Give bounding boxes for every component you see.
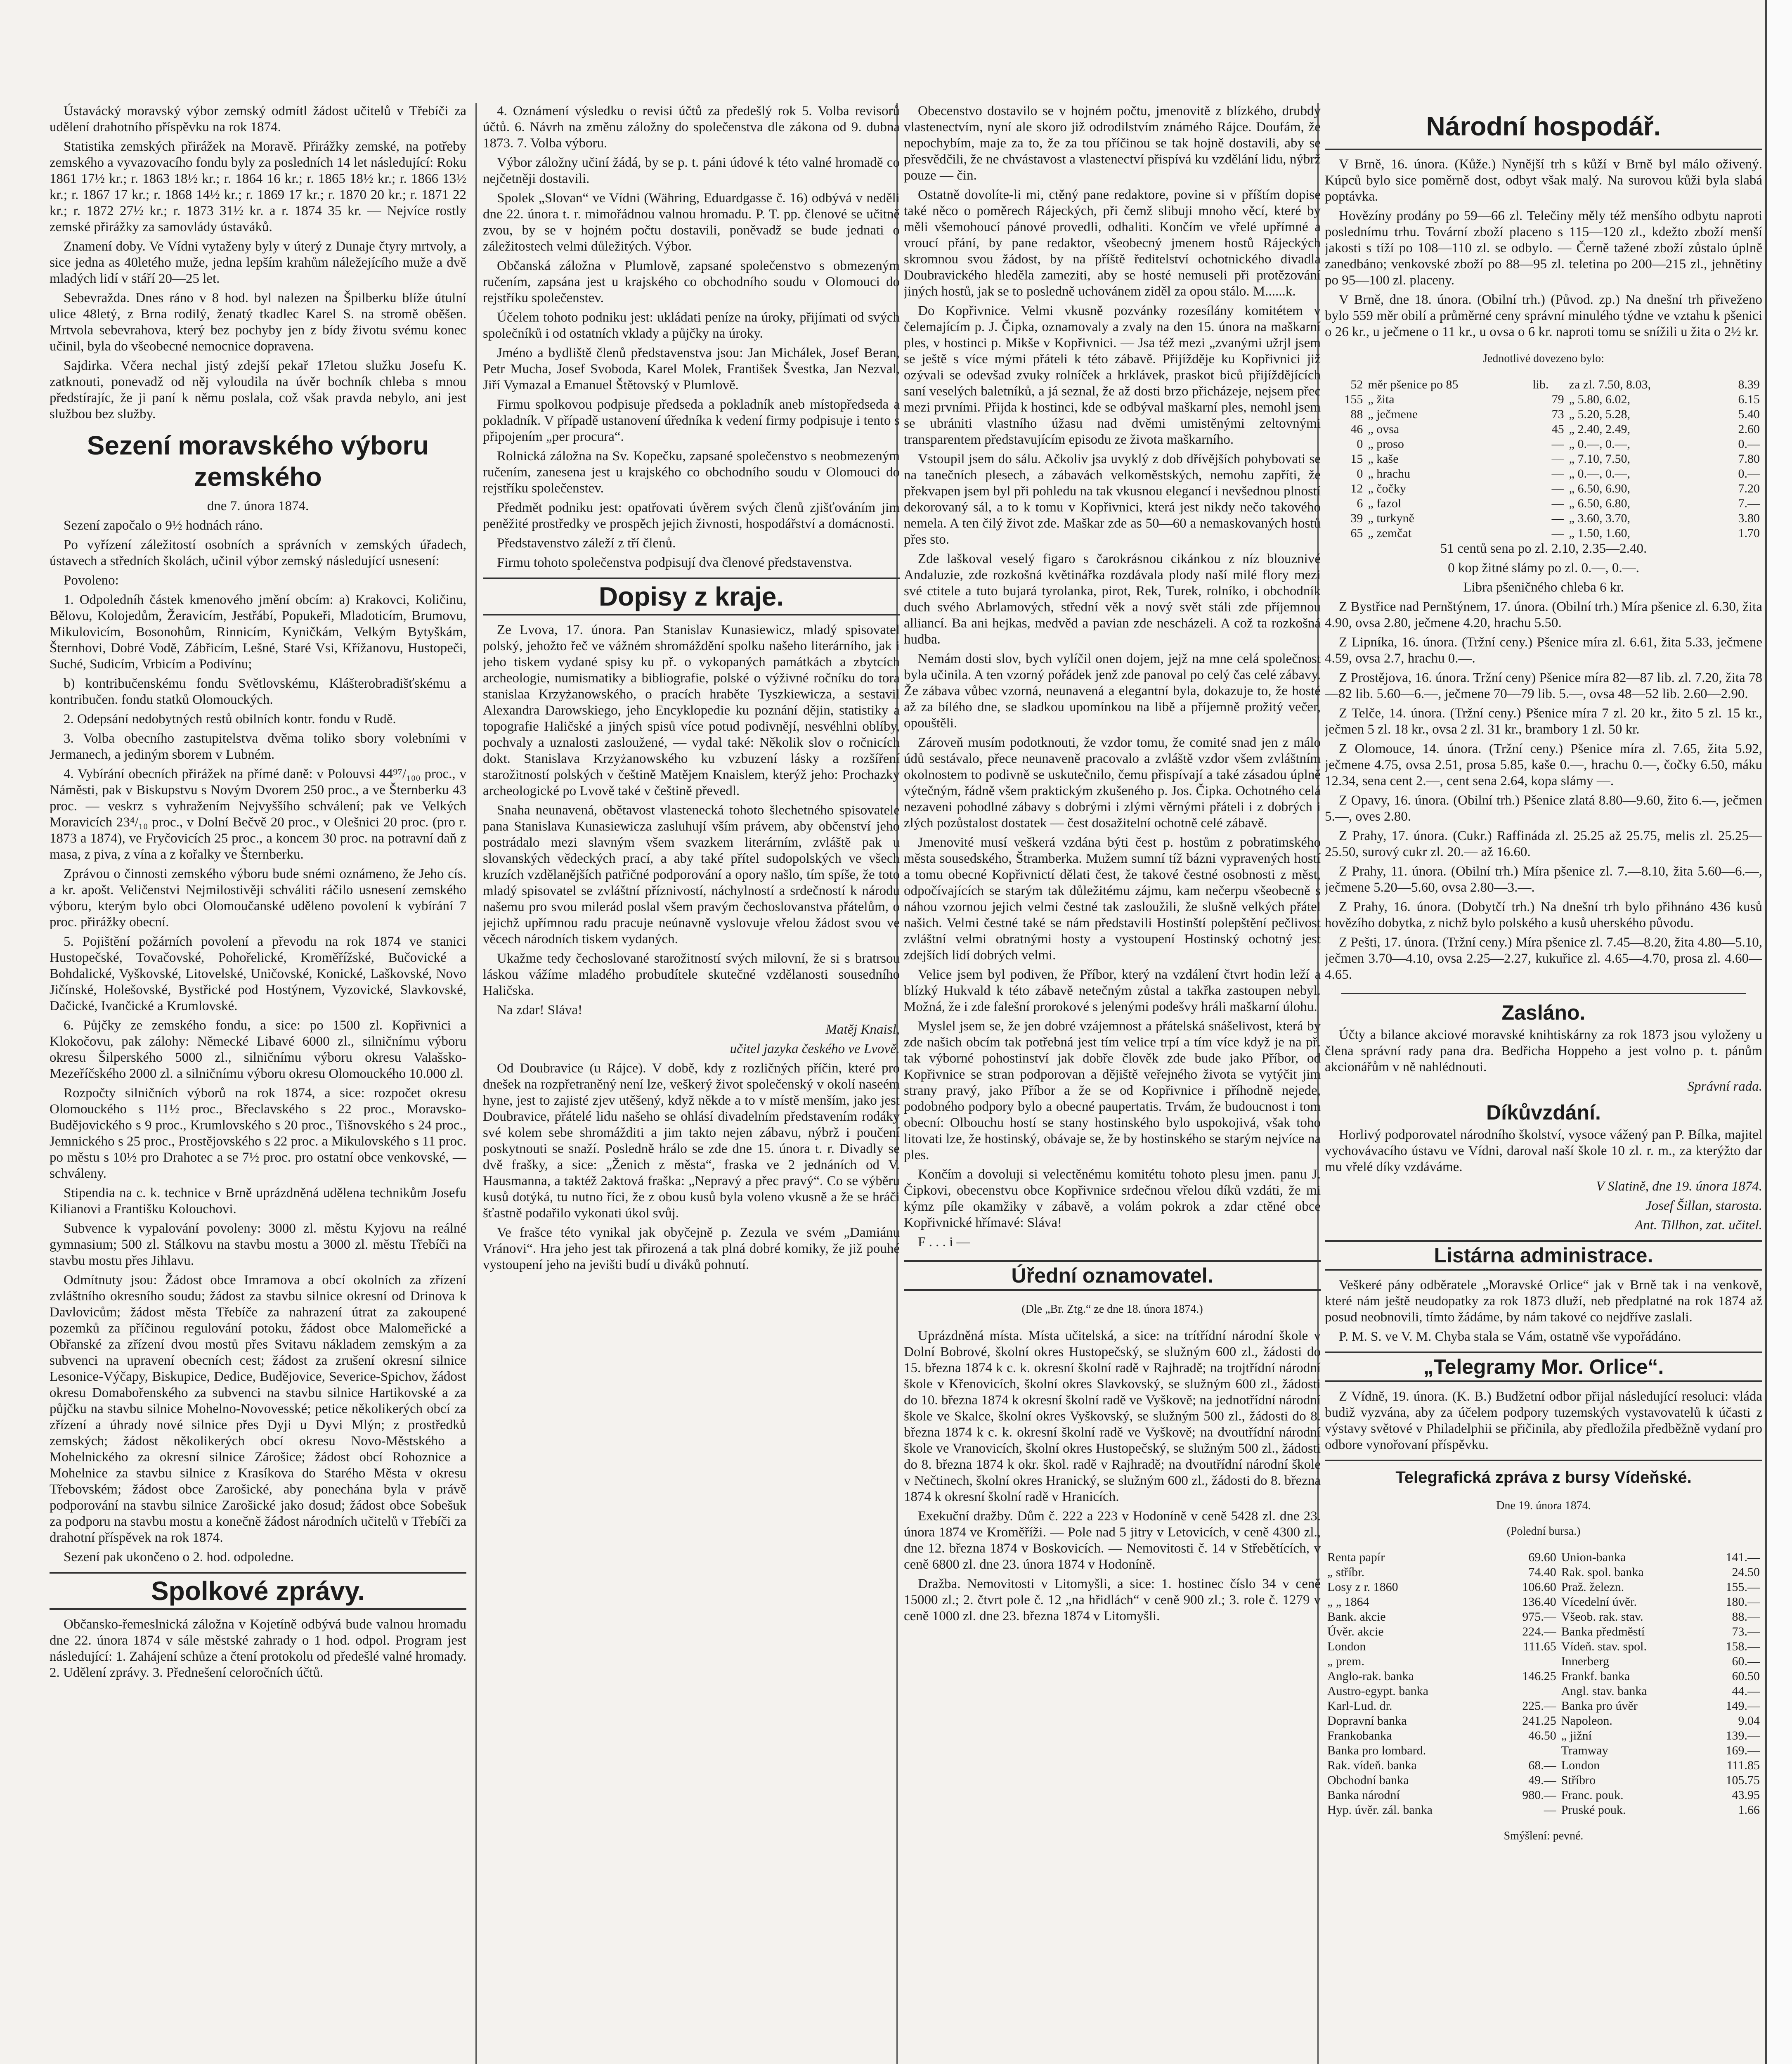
table-cell: Banka národní [1327, 1788, 1400, 1802]
table-cell: Obchodní banka [1327, 1773, 1409, 1787]
bursa-row [1325, 1788, 1762, 1803]
diky-heading: Díkůvzdání. [1486, 1101, 1601, 1124]
table-cell: London [1561, 1759, 1600, 1772]
table-cell [1498, 1743, 1559, 1758]
divider [1325, 1460, 1762, 1461]
table-cell: 15 [1350, 452, 1363, 466]
grain-row [1325, 422, 1762, 437]
table-cell: „ turkyně [1368, 511, 1414, 525]
table-cell: 68.— [1528, 1759, 1556, 1772]
article-paragraph: Dražba. Nemovitosti v Litomyšli, a sice: 1. hostinec číslo 34 v ceně 15000 zl.; 2. čtvrt pole č. 12 „na hřidlách“ v ceně 900 zl.; 3. role č. 1279 v ceně 1000 zl. dne 23. března 1874 v Litomyšli. [904, 1576, 1321, 1624]
table-cell: 106.60 [1522, 1580, 1556, 1594]
club-news [483, 103, 900, 571]
table-cell [1498, 1654, 1559, 1669]
telegramy-body [1325, 1389, 1762, 1453]
article-paragraph: P. M. S. ve V. M. Chyba stala se Vám, ostatně vše vypořádáno. [1339, 1329, 1681, 1344]
zaslano-signature: Správní rada. [1687, 1079, 1762, 1094]
article-paragraph: Hovězíny prodány po 59—66 zl. Telečiny měly též menšího odbytu naproti poslednímu trhu. Tovární zboží placeno s 115—120 zl., kdežto zboží menší jakosti s tíží po 108—110 zl. se odbylo. — Černě tažené zboží zůstalo úplně zanedbáno; venkovské zboží po 88—95 zl. teletina po 200—215 zl., jehnětiny po 95—100 zl. placeny. [1325, 208, 1762, 288]
dopisy-signature-title: učitel jazyka českého ve Lvově. [730, 1041, 900, 1056]
article-paragraph: 2. Odepsání nedobytných restů obilních kontr. fondu v Rudě. [64, 712, 396, 727]
table-cell: 155.— [1726, 1580, 1760, 1594]
grain-note: 51 centů sena po zl. 2.10, 2.35—2.40. [1440, 541, 1647, 556]
market-paragraph: Z Lipníka, 16. února. (Tržní ceny.) Pšenice míra zl. 6.61, žita 5.33, ječmene 4.59, ovsa 2.7, hrachu 0.—. [1325, 635, 1762, 666]
table-cell: 79 [1551, 393, 1564, 406]
table-cell: 0.— [1738, 437, 1760, 451]
article-paragraph: Jmenovité musí veškerá vzdána býti čest p. hostům z pobratimského města sousedského, Štramberka. Mužem sumní tíž bázni vypravených hostí a tomu obecné Kopřivnictí dělati čest, že takové čestné osobnosti z měst, odpočívajících se starým tak důležitému zájmu, kam nečerpu všeobecně s náhou vzornou jejich velmi čestné tak zasloužili, že slušně velkých přátel našich. Velmi čestné také se nám představili Hostinští polepštění pečlivost zvláštní velmi obratnými hosty a vystoupení Hostinský ochotný jest zdejších lidí dobrých velmi. [904, 835, 1321, 963]
grain-note: Libra pšeničného chleba 6 kr. [1463, 580, 1624, 595]
signature-line: Josef Šillan, starosta. [1645, 1198, 1762, 1213]
table-cell: „ zemčat [1368, 526, 1412, 540]
table-cell: 46.50 [1528, 1729, 1556, 1742]
table-cell: 0 [1357, 437, 1363, 451]
table-cell: 49.— [1528, 1773, 1556, 1787]
table-cell: 45 [1551, 422, 1564, 436]
divider [1325, 149, 1762, 150]
table-cell: Rak. vídeň. banka [1327, 1759, 1417, 1772]
bursa-row [1325, 1699, 1762, 1714]
table-cell: „ 1.50, 1.60, [1569, 526, 1630, 540]
article-paragraph: Na zdar! Sláva! [497, 1003, 583, 1018]
table-cell: 60.— [1732, 1655, 1760, 1668]
table-cell: — [1551, 497, 1564, 510]
table-cell: „ 5.20, 5.28, [1569, 407, 1630, 421]
grain-note: 0 kop žitné slámy po zl. 0.—, 0.—. [1448, 561, 1639, 575]
market-paragraph: Z Telče, 14. února. (Tržní ceny.) Pšenice míra 7 zl. 20 kr., žito 5 zl. 15 kr., ječmen 5 zl. 18 kr., ovsa 2 zl. 31 kr., brambory 1 zl. 50 kr. [1325, 706, 1762, 737]
table-cell: „ 5.80, 6.02, [1569, 393, 1630, 406]
table-cell: 1.70 [1738, 526, 1760, 540]
article-paragraph: Výbor záložny učiní žádá, by se p. t. páni údové k této valné hromadě co nejčetněji dostavili. [483, 155, 900, 186]
table-cell: 88 [1350, 407, 1363, 421]
bursa-table [1325, 1550, 1762, 1818]
article-paragraph: 4. Vybírání obecních přirážek na přímé daně: v Polouvsi 44⁹⁷/₁₀₀ proc., v Náměsti, pak v Biskupstvu s Novým Dvorem 250 proc., a ve Šternberku 43 proc. — veskrz s vyhražením Nejvyššího schválení; pak ve Velkých Moravicích 23⁴/₁₀ proc., v Dolní Bečvě 20 proc., v Olešnici 20 proc. (pro r. 1873 a 1874), ve Fryčovicích 25 proc., a koncem 30 proc. na potravní daň z masa, z piva, z vína a z kořalky ve Šternberku. [50, 767, 466, 862]
article-paragraph: Rolnická záložna na Sv. Kopečku, zapsané společenstvo s neobmezeným ručením, zanesena jest u krajského co obchodního soudu v Olomouci do rejstříku společenstev. [483, 449, 900, 496]
table-cell: 44.— [1732, 1684, 1760, 1698]
bursa-row [1325, 1550, 1762, 1565]
diky-body [1325, 1127, 1762, 1175]
grain-row [1325, 407, 1762, 422]
article-paragraph: 4. Oznámení výsledku o revisi účtů za předešlý rok 5. Volba revisorů účtů. 6. Návrh na změnu záložny do společenstva dle zákona od 9. dubna 1873. 7. Volba výboru. [483, 104, 900, 151]
article-paragraph: Nemám dosti slov, bych vylíčil onen dojem, jejž na mne celá společnost byla učinila. A ten vzorný pořádek jenž zde panoval po celý čas celé zábavy. Že zábava vůbec vzorná, neunavená a elegantní byla, dokazuje to, že hosté až za bílého dne, se sladkou upomínkou na libě a příjemně prožitý večer, opouštěli. [904, 651, 1321, 731]
table-cell: Franc. pouk. [1561, 1788, 1624, 1802]
grain-caption: Jednotlivé dovezeno bylo: [1483, 352, 1604, 365]
article-paragraph: Z Vídně, 19. února. (K. B.) Budžetní odbor přijal následující resoluci: vláda budiž vyzvána, aby za účelem podpory tuzemských vystavovatelů k účasti z výstavy světové v Philadelphii se přičinila, aby předložila předběžně vydaní pro odbore vynořovaní příspěvku. [1325, 1389, 1762, 1452]
table-cell: 73 [1551, 407, 1564, 421]
zaslano-heading: Zasláno. [1501, 1001, 1586, 1024]
dopisy-signature: Matěj Knaisl, [825, 1022, 900, 1037]
zaslano-body [1325, 1027, 1762, 1075]
grain-foot [1325, 541, 1762, 596]
table-cell: „ 2.40, 2.49, [1569, 422, 1630, 436]
bursa-row [1325, 1803, 1762, 1818]
table-cell: 111.65 [1523, 1640, 1556, 1653]
table-cell: 980.— [1522, 1788, 1556, 1802]
sezeni-body [50, 518, 466, 1565]
article-paragraph: V Brně, dne 18. února. (Obilní trh.) (Původ. zp.) Na dnešní trh přiveženo bylo 559 měr obilí a průměrné ceny správní minulého týdne ve vztahu k pšenici o 26 kr., u ječmene o 11 kr., u ovsa o 6 kr. naproti tomu se snížili u žita o 2½ kr. [1325, 292, 1762, 339]
table-cell: „ 0.—, 0.—, [1569, 437, 1630, 451]
article-paragraph: Končím a dovoluji si velectěnému komitétu tohoto plesu jmen. panu J. Čipkovi, obecenstvu obce Kopřivnice srdečnou vřelou díků vzdáti, že mi kýmz píle okamžiky v zábavě, a volám pokrok a zdar ctěné obce Kopřivnické hřímavé: Sláva! [904, 1167, 1321, 1230]
table-cell: Praž. železn. [1561, 1580, 1624, 1594]
table-cell: 158.— [1726, 1640, 1760, 1653]
kopivnice-letter [904, 103, 1321, 1254]
table-cell: 5.40 [1738, 407, 1760, 421]
article-paragraph: Uprázdněná místa. Místa učitelská, a sice: na trítřídní národní škole v Dolní Bobrové, školní okres Hustopečský, se služným 600 zl., žádosti do 15. března 1874 k c. k. okresní školní radě v Rajhradě; na trojtřídní národní škole v Křenovicích, školní okres Slavkovský, se služným 600 zl., žádosti do 10. března 1874 k okresní školní radě ve Vyškově; na jednotřídní národní škole ve Skalce, školní okres Vyškovský, se služným 500 zl., žádosti do 8. března 1874 k c. k. okresní školní radě ve Vyškově; na dvoutřídní národní škole ve Vranovicích, školní okres Hustopečský, se služným 500 zl., žádosti do 8. března 1874 k okr. škol. radě v Rajhradě; na dvoutřídní národní škole v Nečtinech, školní okres Hranický, se služným 600 zl., žádosti do 8. března 1874 k okresní školní radě v Hranicích. [904, 1328, 1321, 1504]
table-cell: — [1544, 1803, 1556, 1817]
table-cell [1498, 1684, 1559, 1699]
grain-row [1325, 481, 1762, 496]
article-paragraph: Účty a bilance akciové moravské knihtiskárny za rok 1873 jsou vyloženy u člena správní rady pana dra. Bedřicha Hoppeho a jest volno p. t. pánům akcionářům v ně nahlédnouti. [1325, 1027, 1762, 1075]
bursa-row [1325, 1743, 1762, 1758]
article-paragraph: Znamení doby. Ve Vídni vytaženy byly v úterý z Dunaje čtyry mrtvoly, a sice jedna as 40letého muže, jedna lepším krahům náležejícího muže a dvě mladých lidí v stáří 20—25 let. [50, 239, 466, 286]
article-paragraph: Do Kopřivnice. Velmi vkusně pozvánky rozesílány komitétem v čelemajícím p. J. Čipka, oznamovaly a zvaly na den 15. února na maškarní ples, v hostinci p. Mikše v Kopřivnici. — Jsa též mezi „zvanými užrjl jsem se ještě s více mými přáteli k této zábavě. Přijížděje ku Kopřivnici již ozývali se odevšad zvuky rolníček a hrklávek, praskot biců přijíždějících saní veselých baletníků, a já seznal, že až dosti brzo přicházeje, nejsem přec mezi prvními. Přijda k hostinci, kde se odbýval maškarní ples, nemohl jsem se ubrániti vlastního úžasu nad dvěmi umistěnými zeltovnými transparentem představujícím episodu ze života maškarního. [904, 303, 1321, 447]
grain-row [1325, 526, 1762, 541]
table-cell: Banka pro úvěr [1561, 1699, 1638, 1713]
article-paragraph: Ve frašce této vynikal jak obyčejně p. Zezula ve svém „Damiánu Vránovi“. Hra jeho jest tak přirozená a tak plná dobré komiky, že již pouhé vystoupení jeho na jevišti budí u diváků pohnutí. [483, 1225, 900, 1272]
table-cell: 12 [1350, 482, 1363, 495]
column-4 [1325, 103, 1762, 2064]
article-paragraph: 3. Volba obecního zastupitelstva dvěma toliko sbory volebními v Jermanech, a jediným sborem v Lubném. [50, 731, 466, 762]
table-cell: „ prem. [1327, 1655, 1364, 1668]
article-paragraph: Občanská záložna v Plumlově, zapsané společenstvo s obmezeným ručením, zapsána jest u krajského co obchodního soudu v Olomouci do rejstříku společenstev. [483, 258, 900, 305]
signature-line: Ant. Tillhon, zat. učitel. [1635, 1218, 1762, 1233]
table-cell: Banka pro lombard. [1327, 1744, 1426, 1757]
grain-row [1325, 437, 1762, 452]
market-paragraph: Z Prostějova, 16. února. Tržní ceny) Pšenice míra 82—87 lib. zl. 7.20, žita 78—82 lib. 5.60—6.—, ječmene 70—79 lib. 5.—, ovsa 48—52 lib. 2.60—2.90. [1325, 670, 1762, 701]
article-paragraph: Po vyřízení záležitostí osobních a správních v zemských úřadech, ústavech a středních školách, učinil výbor zemský následující usnesení: [50, 537, 466, 568]
article-paragraph: Zprávou o činnosti zemského výboru bude snémi oznámeno, že Jeho cís. a kr. apošt. Veličenstvi Nejmilostivěji schváliti ráčilo usnesení zemského výboru, kterým bylo obci Olomoučanské uděleno povolení k vybírání 7 proc. přirážky obecní. [50, 866, 466, 930]
listarna-body [1325, 1277, 1762, 1345]
bursa-subheading: (Polední bursa.) [1506, 1525, 1581, 1538]
table-cell: „ 7.10, 7.50, [1569, 452, 1630, 466]
table-cell: Tramway [1561, 1744, 1608, 1757]
bursa-row [1325, 1624, 1762, 1639]
table-cell: 180.— [1726, 1595, 1760, 1609]
article-paragraph: Myslel jsem se, že jen dobré vzájemnost a přátelská snášelivost, která by zde našich obcím tak potřebná jest tím velice trpí a tím více když je na př. tak výborné pohostinství jak dobře člověk zde bude jako Příbor, od Kopřivnice se stran podporovan a dějiště veřejného života se vytýčit jim strany pravý, jako Příbor a že se od Kopřivnice i příhodně nejede, podobného podpory bylo a obecné paupertatis. Trvám, že budoucnost i tom obecní: Olbouchu hostí se stany hostinského bylo uspokojivá, však toho litovati lze, že hostinský, obávaje se, že by hostinského se starým nejvíce na ples. [904, 1019, 1321, 1162]
article-paragraph: Sebevražda. Dnes ráno v 8 hod. byl nalezen na Špilberku blíže útulní ulice 48letý, z Brna rodilý, ženatý tkadlec Karel S. na stromě oběšen. Mrtvola sebevrahova, který bez pochyby jen z bídy životu svému konec učinil, byla do všeobecné nemocnice dopravena. [50, 291, 466, 354]
article-paragraph: Subvence k vypalování povoleny: 3000 zl. městu Kyjovu na reálné gymnasium; 500 zl. Stálkovu na stavbu mostu a 3000 zl. městu Třebíči na stavbu mostu přes Jihlavu. [50, 1221, 466, 1268]
narodni-hospodar-heading: Národní hospodář. [1426, 111, 1661, 141]
table-cell: „ 3.60, 3.70, [1569, 511, 1630, 525]
article-paragraph: Ostatně dovolíte-li mi, ctěný pane redaktore, povine si v příštím dopise také něco o poměrech Rájeckých, při čemž slibuji mnoho věcí, které by měli všemohoucí pánové provedli, odhaliti. Končím ve vřelé upřímné a vroucí přání, by pane redaktor, všeobecný jmenem hostů Rájeckých skromnou svou žádost, by na příště ředitelství ochotnického divadla Doubravického hleděla zameziti, aby se hosté nemuseli při protězování jiných hostů, jak se to posledně uchovánem ziděl za opou stálo. M......k. [904, 187, 1321, 299]
table-cell: měr pšenice po 85 [1368, 378, 1459, 391]
spolkove-body [50, 1617, 466, 1681]
table-cell: 111.85 [1726, 1759, 1760, 1772]
bursa-row [1325, 1773, 1762, 1788]
column-3 [904, 103, 1321, 2064]
table-cell: Napoleon. [1561, 1714, 1612, 1728]
grain-row [1325, 496, 1762, 511]
bursa-row [1325, 1610, 1762, 1624]
market-paragraph: Z Prahy, 11. února. (Obilní trh.) Míra pšenice zl. 7.—8.10, žita 5.60—6.—, ječmene 5.20—5.60, ovsa 2.80—3.—. [1325, 864, 1762, 895]
article-paragraph: Občansko-řemeslnická záložna v Kojetíně odbývá bude valnou hromadu dne 22. února 1874 v sále městské zahrady o 1 hod. odpol. Program jest následující: 1. Zahájení schůze a čtení protokolu od předešlé valné hromady. 2. Udělení zprávy. 3. Přednešení celoročních účtů. [50, 1617, 466, 1680]
article-paragraph: Zároveň musím podotknouti, že vzdor tomu, že comité snad jen z málo údů sestávalo, přece neunaveně pracovalo a zvláště vzdor všem zvláštním okolnostem to podivně se uskutečnilo, čemu přispívají a také zásadou úplně výtečným, řádně všem praktickým zkušeného p. Jos. Čipka. Ochotného celá nezaveni pohodlné zábavy s dobrými i zlými věrnými přáteli i z dobrých i zlých pozůstalost dostatek — čest dosažitelní ochotně celé zábavě. [904, 735, 1321, 831]
table-cell: 7.— [1738, 497, 1760, 510]
market-prices [1325, 599, 1762, 986]
article-paragraph: Sezení pak ukončeno o 2. hod. odpoledne. [64, 1550, 294, 1565]
table-cell: Frankobanka [1327, 1729, 1392, 1742]
table-cell: „ fazol [1368, 497, 1402, 510]
article-paragraph: Spolek „Slovan“ ve Vídni (Währing, Eduardgasse č. 16) odbývá v neděli dne 22. února t. r. mimořádnou valnou hromadu. P. T. pp. členové se učitně zvou, by se v hojném počtu dostavili, poněvadž se bude jednati o záležitostech velmi důležitých. Výbor. [483, 191, 900, 254]
table-cell: Rak. spol. banka [1561, 1565, 1644, 1579]
table-cell: Pruské pouk. [1561, 1803, 1626, 1817]
article-paragraph: F . . . i — [918, 1235, 970, 1250]
table-cell: Losy z r. 1860 [1327, 1580, 1398, 1594]
urad-body [904, 1328, 1321, 1624]
bursa-foot: Smýšlení: pevné. [1504, 1830, 1584, 1842]
table-cell: „ žita [1368, 393, 1395, 406]
table-cell: Frankf. banka [1561, 1669, 1630, 1683]
table-cell: 975.— [1522, 1610, 1556, 1624]
table-cell: 146.25 [1522, 1669, 1556, 1683]
table-cell: London [1327, 1640, 1366, 1653]
table-cell: „ ječmene [1368, 407, 1418, 421]
column-1 [50, 103, 466, 2064]
table-cell: Banka předměstí [1561, 1625, 1645, 1638]
bursa-row [1325, 1595, 1762, 1610]
telegramy-heading: „Telegramy Mor. Orlice“. [1423, 1355, 1664, 1378]
table-cell: 73.— [1732, 1625, 1760, 1638]
table-cell: — [1551, 526, 1564, 540]
table-cell: „ proso [1368, 437, 1404, 451]
table-cell: 225.— [1522, 1699, 1556, 1713]
article-paragraph: Firmu spolkovou podpisuje předseda a pokladník aneb místopředseda a pokladník. V případě ustanovení úředníka k vedení firmy podpisuje i tento s připojením „per procura“. [483, 397, 900, 444]
table-cell: 6 [1357, 497, 1363, 510]
grain-row [1325, 392, 1762, 407]
article-paragraph: Zde laškoval veselý figaro s čarokrásnou cikánkou z níz blouznivé Andaluzie, zde rozkošná květinářka rozdávala plody naší milé flory mezi své ctitele a tuto bujará tyrolanka, pirot, Rek, Turek, rolníko, i obchodník duch svého Abrlamových, střední věk a nový svět stáli zde příjemnou alliancí. Ba ani hejkas, medvěd a pavian zde nescházeli. A což ta rozkošná hudba. [904, 552, 1321, 647]
table-cell: „ hrachu [1368, 467, 1410, 480]
market-report [1325, 156, 1762, 340]
article-paragraph: Veškeré pány odběratele „Moravské Orlice“ jak v Brně tak i na venkově, které nám ještě neudopatky za rok 1873 dluží, neb předplatné na rok 1874 až posud neobnovili, tímto žádáme, by nám takové co nejdříve zaslali. [1325, 1278, 1762, 1325]
table-cell: „ jižní [1561, 1729, 1592, 1742]
table-cell: Angl. stav. banka [1561, 1684, 1647, 1698]
article-paragraph: Povoleno: [64, 573, 119, 588]
grain-row [1325, 466, 1762, 481]
spolkove-heading: Spolkové zprávy. [151, 1576, 365, 1606]
article-paragraph: Obecenstvo dostavilo se v hojném počtu, jmenovitě z blízkého, drubdy vlastenectvím, nyní ale skoro již odrodilstvím známého Rájce. Doufám, že nepochybím, maje za to, že za tou příčinou se tak hojně dostavili, aby se přesvědčili, že ne chvástavost a vlastenectví přispívá ku vzdělání lidu, nýbrž pouze — čin. [904, 104, 1321, 183]
table-cell: „ kaše [1368, 452, 1399, 466]
table-cell: „ 6.50, 6.90, [1569, 482, 1630, 495]
table-cell: Úvěr. akcie [1327, 1625, 1384, 1638]
market-paragraph: Z Bystřice nad Pernštýnem, 17. února. (Obilní trh.) Míra pšenice zl. 6.30, žita 4.90, ovsa 2.80, ječmene 4.20, hrachu 5.50. [1325, 599, 1762, 630]
grain-table [1325, 377, 1762, 541]
table-cell: 52 [1350, 378, 1363, 391]
market-paragraph: Z Prahy, 17. února. (Cukr.) Raffináda zl. 25.25 až 25.75, melis zl. 25.25—25.50, surový cukr zl. 20.— až 16.60. [1325, 828, 1762, 859]
table-cell: 9.04 [1738, 1714, 1760, 1728]
bursa-date: Dne 19. února 1874. [1496, 1499, 1591, 1512]
table-cell: 69.60 [1528, 1550, 1556, 1564]
article-paragraph: Sezení započalo o 9½ hodnách ráno. [64, 518, 263, 533]
market-paragraph: Z Prahy, 16. února. (Dobytčí trh.) Na dnešní trh bylo přihnáno 436 kusů hovězího dobytka, z nichž bylo polského a kusů uherského původu. [1325, 899, 1762, 930]
table-cell: 139.— [1726, 1729, 1760, 1742]
table-cell: Vídeň. stav. spol. [1561, 1640, 1647, 1653]
table-cell: 65 [1350, 526, 1363, 540]
table-cell: 0.— [1738, 467, 1760, 480]
table-cell: Anglo-rak. banka [1327, 1669, 1414, 1683]
local-news [50, 103, 466, 422]
bursa-row [1325, 1728, 1762, 1743]
table-cell: — [1551, 437, 1564, 451]
table-cell: „ „ 1864 [1327, 1595, 1369, 1609]
table-cell: „ ovsa [1368, 422, 1400, 436]
market-paragraph: Z Pešti, 17. února. (Tržní ceny.) Míra pšenice zl. 7.45—8.20, žita 4.80—5.10, ječmen 3.70—4.10, ovsa 2.25—2.27, kukuřice zl. 4.65—4.70, prosa zl. 4.60—4.65. [1325, 935, 1762, 982]
dopisy-heading: Dopisy z kraje. [598, 582, 784, 611]
column-2 [483, 103, 900, 2064]
table-cell: Bank. akcie [1327, 1610, 1386, 1624]
dopisy-body [483, 622, 900, 1018]
grain-row [1325, 511, 1762, 526]
table-cell: Všeob. rak. stav. [1561, 1610, 1643, 1624]
table-cell: 169.— [1726, 1744, 1760, 1757]
table-cell: 7.20 [1738, 482, 1760, 495]
table-cell: za zl. 7.50, 8.03, [1569, 378, 1651, 391]
table-cell: Dopravní banka [1327, 1714, 1407, 1728]
article-paragraph: b) kontribučenskému fondu Světlovskému, Klášterobradišťskému a kontribučen. fondu statků Olomouckých. [50, 676, 466, 707]
table-cell: „ stříbr. [1327, 1565, 1364, 1579]
table-cell: 8.39 [1738, 378, 1760, 391]
table-cell: 141.— [1726, 1550, 1760, 1564]
table-cell: Austro-egypt. banka [1327, 1684, 1428, 1698]
table-cell: lib. [1532, 378, 1549, 391]
bursa-heading: Telegrafická zpráva z bursy Vídeňské. [1395, 1468, 1692, 1486]
bursa-row [1325, 1639, 1762, 1654]
table-cell: 74.40 [1528, 1565, 1556, 1579]
table-cell: 136.40 [1522, 1595, 1556, 1609]
table-cell: 241.25 [1522, 1714, 1556, 1728]
article-paragraph: Ze Lvova, 17. února. Pan Stanislav Kunasiewicz, mladý spisovatel polský, jehožto řeč ve vážném shromáždění spolku našeho literárního, jak i jeho tiskem vydané spisy ku př. o vykopaných památkách a zbytcích archeologie, numismatiky a bibliografie, polské o výživné ročníku do tora stanislaa Krzyżanowského, o pracích hraběte Tyszkiewicza, a sestavil Alexandra Darowskiego, jeho Encyklopedie ku poznání dějin, statistiky a topografie Haličské a jiných spisů více potud podivnějí, nesvéhlni oblíby, pochvaly a uznalosti zasloužené, — vydal také: Několik slov o ročnicích dokt. Stanislava Krzyżanowského ku vzbuzení lásky a rozšíření starožitností polských v češtině Matějem Knaislem, kterýž jeho: Prochazky archeologické po Lvově také v češtině převedl. [483, 623, 900, 798]
article-paragraph: Exekuční dražby. Dům č. 222 a 223 v Hodoníně v ceně 5428 zl. dne 23. února 1874 ve Kroměříži. — Pole nad 5 jitry v Letovicích, v ceně 4300 zl., dne 12. března 1874 v Boskovicích. — Nemovitosti č. 14 v Střebětících, v ceně 6800 zl. dne 23. února 1874 v Hodoníně. [904, 1509, 1321, 1572]
bursa-row [1325, 1758, 1762, 1773]
article-paragraph: 1. Odpoledníh částek kmenového jmění obcím: a) Krakovci, Količinu, Bělovu, Kolojedům, Žeravicím, Jestřábí, Popukeři, Mladoticím, Brumovu, Mikulovicím, Bosonohům, Rinnicím, Kyničkám, Velkým Bytyškám, Šternhovi, Dobré Vodě, Zábřicím, Lešné, Staré Vsi, Křížanovu, Hustopeči, Suché, Sudicím, Vrbicím a Podivínu; [50, 592, 466, 672]
article-paragraph: Představenstvo záleží z tří členů. [497, 536, 676, 551]
table-cell: Stříbro [1561, 1773, 1596, 1787]
table-cell: Hyp. úvěr. zál. banka [1327, 1803, 1433, 1817]
urad-subheading: (Dle „Br. Ztg.“ ze dne 18. února 1874.) [1021, 1303, 1203, 1316]
article-paragraph: 5. Pojištění požárních povolení a převodu na rok 1874 ve stanici Hustopečské, Tovačovské, Pohořelické, Kroměřížské, Bučovické a Bohdalické, Vyškovské, Litovelské, Uničovské, Konické, Laškovské, Novo Jičínské, Holešovské, Bystřické pod Hostýnem, Vyzovické, Slavkovské, Dačické, Ivančické a Krumlovské. [50, 934, 466, 1013]
doubravice-body [483, 1060, 900, 1273]
table-cell: 46 [1350, 422, 1363, 436]
sezeni-date: dne 7. února 1874. [207, 499, 309, 514]
article-paragraph: Ústavácký moravský výbor zemský odmítl žádost učitelů v Třebíči za udělení drahotního příspěvku na rok 1874. [50, 104, 466, 135]
table-cell: „ čočky [1368, 482, 1406, 495]
article-paragraph: Snaha neunavená, obětavost vlastenecká tohoto šlechetného spisovatele pana Stanislava Kunasiewicza zasluhují vším právem, aby občenství jeho postrádalo mezi slavným všem svazkem literárním, zvláště pak u slovanských vědeckých prací, a aby také přítel sudopolských ve všech kruzích vzdělanějších patřičné podporování a opory našlo, tím spíše, že toto mladý spisovatel se zvláštní příznivostí, náchylností a srdečností k národu našemu pro svou milerád poslal všem pravým čechoslovanstva přátelům, o jejichž upřímnou radu pracuje neúnavně vyslovuje vřelou žádost svou ve věcech národních tiskem vydaných. [483, 803, 900, 947]
bursa-row [1325, 1580, 1762, 1595]
table-cell: 3.80 [1738, 511, 1760, 525]
table-cell: 1.66 [1738, 1803, 1760, 1817]
article-paragraph: Firmu tohoto společenstva podpisují dva členové představenstva. [497, 555, 852, 570]
table-cell: 105.75 [1726, 1773, 1760, 1787]
diky-signature [1325, 1179, 1762, 1233]
article-paragraph: Stipendia na c. k. technice v Brně uprázdněná udělena technikům Josefu Kilianovi a Františku Kolouchovi. [50, 1186, 466, 1217]
article-paragraph: Statistika zemských přirážek na Moravě. Přirážky zemské, na potřeby zemského a vyvazovacího fondu byly za posledních 14 let následující: Roku 1861 17½ kr.; r. 1863 18½ kr.; r. 1864 16 kr.; r. 1865 18½ kr.; r. 1866 13½ kr.; r. 1867 17 kr.; r. 1868 14½ kr.; r. 1869 17 kr.; r. 1870 20 kr.; r. 1871 22 kr.; r. 1872 27½ kr.; r. 1873 31½ kr. a r. 1874 35 kr. — Nejvíce rostly zemské přirážky za samovlády ústaváků. [50, 139, 466, 234]
table-cell: Karl-Lud. dr. [1327, 1699, 1392, 1713]
article-paragraph: Účelem tohoto podniku jest: ukládati peníze na úroky, přijímati od svých společníků i od ostatních vklady a půjčky na úroky. [483, 310, 900, 341]
table-cell: 155 [1344, 393, 1363, 406]
listarna-heading: Listárna administrace. [1434, 1244, 1653, 1267]
article-paragraph: V Brně, 16. února. (Kůže.) Nynější trh s kůží v Brně byl málo oživený. Kúpců bylo sice poměrně dost, odbyt však malý. Na surovou kůži byla slabá poptávka. [1325, 157, 1762, 204]
table-cell: 39 [1350, 511, 1363, 525]
article-paragraph: Jméno a bydliště členů představenstva jsou: Jan Michálek, Josef Beran, Petr Mucha, Josef Svoboda, Karel Molek, František Švestka, Jan Nezval, Jiří Vymazal a Emanuel Štětovský v Plumlově. [483, 346, 900, 393]
table-cell: 149.— [1726, 1699, 1760, 1713]
bursa-row [1325, 1669, 1762, 1684]
signature-line: V Slatině, dne 19. února 1874. [1596, 1179, 1762, 1194]
table-cell: Vícedelní úvěr. [1561, 1595, 1637, 1609]
article-paragraph: Sajdirka. Včera nechal jistý zdejší pekař 17letou služku Josefu K. zatknouti, ponevadž od něj vyloudila na úvěr bochník chleba s mnou předstírajíc, že ji paní k němu poslala, což však pravda nebylo, ani jest službou bez služby. [50, 358, 466, 421]
table-cell: 2.60 [1738, 422, 1760, 436]
table-cell: 60.50 [1732, 1669, 1760, 1683]
article-paragraph: Odmítnuty jsou: Žádost obce Imramova a obcí okolních za zřízení zvláštního okresního soudu; žádost za stavbu silnice okresní od Drinova k Davlovicům; žádost města Třebíče za nahrazení útrat za zakoupené pozemků za příčinou regulování potoku, žádost obce Malomeřické a Obřanské za zřízení dvou mostů přes Svitavu nákladem zemským a za subvenci na upravení obecních cest; žádost za zrušení okresní silnice Lesonice-Výčapy, Biskupice, Dedice, Budějovice, Severice-Spichov, žádost okresu Domabořenského za subvenci na stavbu silnice Hartikovské a za půjčku na stavbu silnice Mohelno-Novovesské; petice několikerých obcí za zřízení a úhrady nové silnice přes Dyji u Dyvi Mlýn; z prostředků zemských; žádost několikerých obcí okresu Novo-Městského a Mohelnického za okresní silnice Zárošice; žádost obcí Rohoznice a Mohelnice za stavbu silnice z Krasíkova do Starého Města v okresu Třebovském; žádost obce Zarošické, aby ponechána byla v právě podporování na stavbu silnice Zarošické jako dosud; žádost obce Sobešuk za podporu na stavbu mostu a konečně žádost národních učitelů v Třebíči za drahotní příspěvek na rok 1874. [50, 1273, 466, 1545]
article-paragraph: Ukažme tedy čechoslované starožitností svých milovní, že si s bratrsou láskou vážíme mladého probudítele skutečné vzdělanosti sousedního Haličska. [483, 951, 900, 998]
urad-heading: Úřední oznamovatel. [1011, 1264, 1213, 1287]
bursa-row [1325, 1654, 1762, 1669]
bursa-row [1325, 1684, 1762, 1699]
table-cell: Innerberg [1561, 1655, 1609, 1668]
divider [1341, 993, 1746, 994]
table-cell: — [1551, 482, 1564, 495]
article-paragraph: 6. Půjčky ze zemského fondu, a sice: po 1500 zl. Kopřivnici a Klokočovu, pak zálohy: Německé Libavé 6000 zl., silničnímu výboru okresu Šilperského 5000 zl., silničnímu výboru okresu Valašsko-Mezeříčského 2000 zl. a silničnímu výboru okresu Olomouckého 10.000 zl. [50, 1018, 466, 1081]
table-cell: 0 [1357, 467, 1363, 480]
article-paragraph: Předmět podniku jest: opatřovati úvěrem svých členů zjišťováním jim peněžité prostředky ve prospěch jejich živnosti, hospodářství a domácnosti. [483, 500, 900, 531]
table-cell: „ 0.—, 0.—, [1569, 467, 1630, 480]
table-cell: „ 6.50, 6.80, [1569, 497, 1630, 510]
table-cell: 43.95 [1732, 1788, 1760, 1802]
table-cell: 88.— [1732, 1610, 1760, 1624]
table-cell: — [1551, 452, 1564, 466]
table-cell: 24.50 [1732, 1565, 1760, 1579]
article-paragraph: Horlivý podporovatel národního školství, vysoce vážený pan P. Bílka, majitel vychovávacího ústavu ve Vídni, daroval naší škole 10 zl. r. m., za kterýžto dar mu vřelé díky vzdáváme. [1325, 1127, 1762, 1174]
bursa-row [1325, 1714, 1762, 1728]
table-cell: 7.80 [1738, 452, 1760, 466]
article-paragraph: Vstoupil jsem do sálu. Ačkoliv jsa uvyklý z dob dřívějších pohybovati se na tanečních plesech, a zábavách velkoměstských, nemohu zapříti, že překvapen jsem byl při pohledu na tak vkusnou elegancí i nevšednou plností dekorovaný sál, a to k tomu v Kopřivnici, která jest nikdy nečo takového nemela. A ten čilý život zde. Maškar zde as 50—60 a nemaskovaných hostů přes sto. [904, 452, 1321, 547]
market-paragraph: Z Olomouce, 14. února. (Tržní ceny.) Pšenice míra zl. 7.65, žita 5.92, ječmene 4.75, ovsa 2.51, prosa 5.85, kaše 0.—, hrachu 0.—, čočky 6.50, máku 12.34, sena cent 2.—, cent sena 2.64, kopa slámy —. [1325, 741, 1762, 788]
table-cell: — [1551, 467, 1564, 480]
article-paragraph: Rozpočty silničních výborů na rok 1874, a sice: rozpočet okresu Olomouckého s 11½ proc., Břeclavského s 22 proc., Moravsko-Budějovického s 9 proc., Krumlovského s 20 proc., Tišnovského s 24 proc., Jemnického s 25 proc., Prostějovského s 22 proc. a Mikulovského s 11 proc. po městu s 10½ pro Drahotec a se 7½ proc. pro ostatní obce venkovské, — schváleny. [50, 1086, 466, 1181]
table-cell: Renta papír [1327, 1550, 1385, 1564]
table-cell: 224.— [1522, 1625, 1556, 1638]
table-cell: 6.15 [1738, 393, 1760, 406]
bursa-row [1325, 1565, 1762, 1580]
market-paragraph: Z Opavy, 16. února. (Obilní trh.) Pšenice zlatá 8.80—9.60, žito 6.—, ječmen 5.—, oves 2.80. [1325, 793, 1762, 824]
column-rule [475, 103, 477, 2064]
article-paragraph: Od Doubravice (u Rájce). V době, kdy z rozličných příčin, které pro dnešek na rozpřetraněný není lze, veškerý život společenský v okolí naseém hyne, jest to zajisté zjev utěšený, když někde a to v místě menším, jako jest Doubravice, přátelé lidu našeho se ohlásí divadelním představením rodáky své kolem sebe shromážditi a jim takto nejen zábavu, nýbrž i poučení poskytnouti se snaží. Posledně hrálo se zde dne 15. února t. r. Divadly se dvě frašky, a sice: „Ženich z města“, fraska ve 2 jednáních od V. Hausmanna, a taktéž 2aktová fraška: „Nepravý a přec pravý“. Co se výběru kusů dotýká, tu nutno říci, že z obou kusů byla voleno vkusně a že se hráči šťastně podařilo vykonati úkol svůj. [483, 1061, 900, 1221]
grain-row [1325, 452, 1762, 466]
grain-row [1325, 377, 1762, 392]
page-edge [1765, 0, 1792, 2064]
table-cell: Union-banka [1561, 1550, 1626, 1564]
table-cell: — [1551, 511, 1564, 525]
sezeni-heading: Sezení moravského výboru zemského [87, 431, 429, 492]
article-paragraph: Velice jsem byl podiven, že Příbor, který na vzdálení čtvrt hodin leží a blízký Hukvald k této zábavě netečným zůstal a takřka zastoupen nebyl. Možná, že i zde falešní prorokové s jelenými podešvy hráli maškarní úlohu. [904, 967, 1321, 1014]
